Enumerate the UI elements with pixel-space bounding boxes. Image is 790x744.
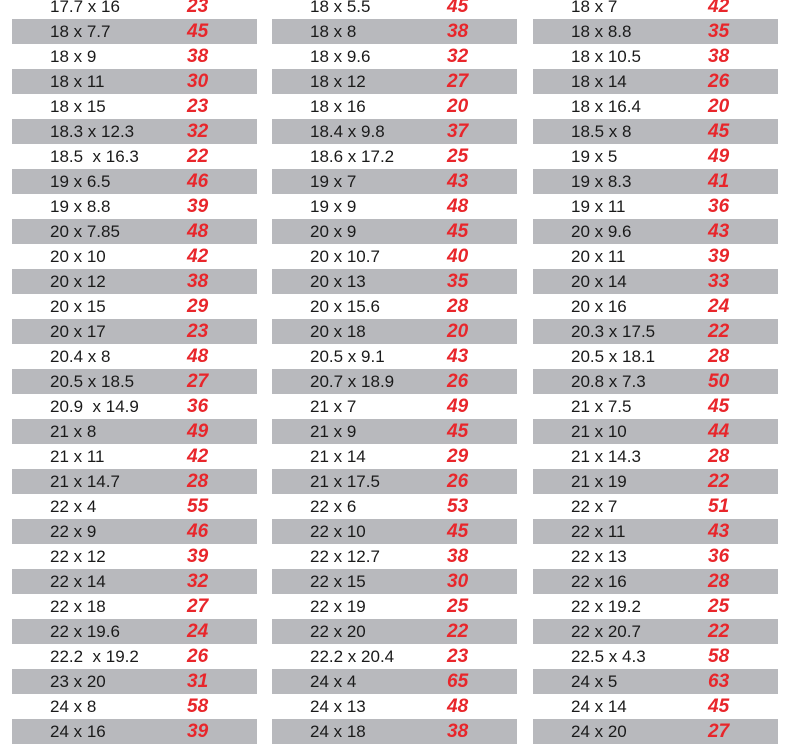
size-value: 39 xyxy=(187,721,209,742)
size-label: 22 x 7 xyxy=(571,497,618,516)
size-label: 21 x 7 xyxy=(310,397,357,416)
size-label: 20.4 x 8 xyxy=(50,347,111,366)
size-value: 45 xyxy=(447,0,469,17)
size-value: 22 xyxy=(187,146,209,167)
table-row xyxy=(12,69,257,94)
size-label: 20 x 7.85 xyxy=(50,222,120,241)
size-label: 24 x 20 xyxy=(571,722,627,741)
size-value: 58 xyxy=(187,696,209,717)
table-row xyxy=(533,244,778,269)
table-row xyxy=(12,369,257,394)
table-row xyxy=(272,469,517,494)
size-value: 55 xyxy=(187,496,209,517)
size-value: 43 xyxy=(447,346,469,367)
size-value: 36 xyxy=(708,546,730,567)
size-value: 28 xyxy=(447,296,469,317)
size-value: 45 xyxy=(708,696,730,717)
table-row xyxy=(12,169,257,194)
size-value: 43 xyxy=(708,521,730,542)
size-value: 22 xyxy=(447,621,469,642)
size-value: 42 xyxy=(708,0,730,17)
table-row xyxy=(533,544,778,569)
size-label: 21 x 11 xyxy=(50,447,105,466)
table-row xyxy=(533,44,778,69)
size-label: 21 x 9 xyxy=(310,422,357,441)
table-row xyxy=(12,269,257,294)
table-row xyxy=(12,219,257,244)
table-row xyxy=(272,419,517,444)
table-row xyxy=(533,194,778,219)
size-label: 20 x 13 xyxy=(310,272,366,291)
table-row xyxy=(272,344,517,369)
table-column-2 xyxy=(272,0,517,744)
size-value: 51 xyxy=(708,496,730,517)
size-value: 40 xyxy=(447,246,469,267)
size-value: 36 xyxy=(187,396,209,417)
table-row xyxy=(272,294,517,319)
size-value: 48 xyxy=(447,696,469,717)
table-row xyxy=(12,19,257,44)
table-row xyxy=(272,19,517,44)
table-row xyxy=(533,0,778,19)
table-row xyxy=(533,519,778,544)
table-row xyxy=(12,344,257,369)
size-label: 24 x 5 xyxy=(571,672,618,691)
size-label: 21 x 10 xyxy=(571,422,627,441)
size-value: 48 xyxy=(447,196,469,217)
size-label: 20 x 12 xyxy=(50,272,106,291)
size-value: 27 xyxy=(187,596,209,617)
size-label: 18 x 5.5 xyxy=(310,0,371,16)
size-label: 20.7 x 18.9 xyxy=(310,372,395,391)
size-label: 18 x 14 xyxy=(571,72,627,91)
size-label: 22 x 16 xyxy=(571,572,627,591)
size-label: 18 x 7.7 xyxy=(50,22,111,41)
size-label: 20 x 9.6 xyxy=(571,222,632,241)
table-row xyxy=(12,644,257,669)
table-row xyxy=(533,419,778,444)
size-label: 21 x 19 xyxy=(571,472,627,491)
size-value: 38 xyxy=(708,46,730,67)
size-label: 18 x 9 xyxy=(50,47,97,66)
size-value: 32 xyxy=(187,571,209,592)
table-row xyxy=(12,494,257,519)
size-label: 19 x 8.8 xyxy=(50,197,111,216)
table-row xyxy=(272,394,517,419)
size-value: 45 xyxy=(708,121,730,142)
table-row xyxy=(272,569,517,594)
table-row xyxy=(272,44,517,69)
size-label: 24 x 18 xyxy=(310,722,366,741)
size-label: 20.5 x 18.5 xyxy=(50,372,135,391)
size-value: 22 xyxy=(708,471,730,492)
table-row xyxy=(272,669,517,694)
size-value: 44 xyxy=(708,421,730,442)
size-label: 22 x 13 xyxy=(571,547,627,566)
table-row xyxy=(12,44,257,69)
size-value: 24 xyxy=(187,621,209,642)
size-value: 65 xyxy=(447,671,469,692)
table-row xyxy=(272,119,517,144)
size-label: 19 x 8.3 xyxy=(571,172,632,191)
table-row xyxy=(272,0,517,19)
table-row xyxy=(533,144,778,169)
size-value: 20 xyxy=(447,96,469,117)
size-label: 18 x 9.6 xyxy=(310,47,371,66)
size-value: 29 xyxy=(187,296,209,317)
size-value: 58 xyxy=(708,646,730,667)
size-label: 22 x 9 xyxy=(50,522,97,541)
table-row xyxy=(272,244,517,269)
size-value: 38 xyxy=(187,46,209,67)
size-label: 20 x 10.7 xyxy=(310,247,380,266)
size-label: 19 x 11 xyxy=(571,197,626,216)
size-value: 28 xyxy=(187,471,209,492)
size-value: 25 xyxy=(708,596,730,617)
size-value: 45 xyxy=(708,396,730,417)
size-value: 41 xyxy=(708,171,730,192)
size-label: 20 x 14 xyxy=(571,272,627,291)
table-row xyxy=(12,319,257,344)
table-row xyxy=(533,394,778,419)
size-label: 24 x 4 xyxy=(310,672,357,691)
table-row xyxy=(12,94,257,119)
size-label: 23 x 20 xyxy=(50,672,106,691)
size-value: 45 xyxy=(447,421,469,442)
table-row xyxy=(12,569,257,594)
size-value: 23 xyxy=(447,646,469,667)
size-label: 21 x 14.7 xyxy=(50,472,120,491)
table-row xyxy=(12,469,257,494)
size-label: 21 x 14.3 xyxy=(571,447,641,466)
table-row xyxy=(533,694,778,719)
size-label: 22 x 15 xyxy=(310,572,366,591)
size-value: 28 xyxy=(708,446,730,467)
table-row xyxy=(533,69,778,94)
size-label: 22.2 x 20.4 xyxy=(310,647,395,666)
size-value: 39 xyxy=(187,546,209,567)
table-row xyxy=(272,319,517,344)
size-value: 38 xyxy=(447,21,469,42)
size-label: 22 x 10 xyxy=(310,522,366,541)
size-value: 46 xyxy=(187,521,209,542)
table-row xyxy=(533,294,778,319)
size-value: 20 xyxy=(447,321,469,342)
size-label: 22 x 19 xyxy=(310,597,366,616)
size-value: 26 xyxy=(708,71,730,92)
size-value: 36 xyxy=(708,196,730,217)
size-value: 37 xyxy=(447,121,469,142)
size-value: 32 xyxy=(187,121,209,142)
table-row xyxy=(533,319,778,344)
table-row xyxy=(272,169,517,194)
table-row xyxy=(12,0,257,19)
size-label: 24 x 16 xyxy=(50,722,106,741)
table-row xyxy=(12,619,257,644)
size-value: 63 xyxy=(708,671,730,692)
size-label: 18 x 8 xyxy=(310,22,357,41)
size-label: 19 x 7 xyxy=(310,172,357,191)
size-label: 21 x 17.5 xyxy=(310,472,380,491)
size-label: 18.5 x 16.3 xyxy=(50,147,139,166)
size-label: 20.5 x 18.1 xyxy=(571,347,656,366)
size-label: 18.4 x 9.8 xyxy=(310,122,385,141)
size-label: 20 x 18 xyxy=(310,322,366,341)
size-label: 22 x 12.7 xyxy=(310,547,380,566)
size-label: 20 x 17 xyxy=(50,322,106,341)
size-label: 21 x 7.5 xyxy=(571,397,632,416)
table-row xyxy=(272,194,517,219)
size-value: 48 xyxy=(187,346,209,367)
table-row xyxy=(533,19,778,44)
size-value: 32 xyxy=(447,46,469,67)
size-label: 17.7 x 16 xyxy=(50,0,120,16)
size-value: 38 xyxy=(447,546,469,567)
size-value: 38 xyxy=(187,271,209,292)
size-value: 48 xyxy=(187,221,209,242)
size-value: 28 xyxy=(708,571,730,592)
table-row xyxy=(272,494,517,519)
table-row xyxy=(533,94,778,119)
table-row xyxy=(12,669,257,694)
table-row xyxy=(533,619,778,644)
table-row xyxy=(12,444,257,469)
size-label: 18 x 15 xyxy=(50,97,106,116)
table-row xyxy=(12,144,257,169)
table-row xyxy=(272,719,517,744)
size-value: 49 xyxy=(447,396,469,417)
size-value: 28 xyxy=(708,346,730,367)
size-value: 45 xyxy=(187,21,209,42)
table-row xyxy=(272,594,517,619)
table-row xyxy=(272,219,517,244)
table-row xyxy=(272,69,517,94)
table-row xyxy=(272,694,517,719)
table-row xyxy=(533,344,778,369)
size-value: 20 xyxy=(708,96,730,117)
table-row xyxy=(272,144,517,169)
table-row xyxy=(12,194,257,219)
size-label: 22 x 20 xyxy=(310,622,366,641)
size-value: 26 xyxy=(187,646,209,667)
size-label: 18 x 16 xyxy=(310,97,366,116)
size-label: 22 x 18 xyxy=(50,597,106,616)
size-value: 35 xyxy=(708,21,730,42)
size-label: 21 x 8 xyxy=(50,422,97,441)
table-row xyxy=(533,369,778,394)
table-row xyxy=(12,394,257,419)
size-value: 49 xyxy=(187,421,209,442)
size-label: 22 x 14 xyxy=(50,572,106,591)
size-label: 18.5 x 8 xyxy=(571,122,632,141)
table-row xyxy=(533,669,778,694)
table-row xyxy=(272,269,517,294)
size-label: 22 x 6 xyxy=(310,497,357,516)
table-row xyxy=(533,719,778,744)
size-value: 38 xyxy=(447,721,469,742)
table-row xyxy=(272,619,517,644)
table-row xyxy=(533,594,778,619)
size-value: 22 xyxy=(708,321,730,342)
size-label: 24 x 14 xyxy=(571,697,627,716)
size-label: 22 x 12 xyxy=(50,547,106,566)
size-label: 22.2 x 19.2 xyxy=(50,647,139,666)
table-row xyxy=(272,519,517,544)
size-value: 30 xyxy=(447,571,469,592)
table-row xyxy=(533,169,778,194)
size-value: 50 xyxy=(708,371,730,392)
table-column-1 xyxy=(12,0,257,744)
size-value: 23 xyxy=(187,0,209,17)
table-row xyxy=(12,544,257,569)
size-label: 20.9 x 14.9 xyxy=(50,397,139,416)
table-row xyxy=(12,519,257,544)
size-value: 23 xyxy=(187,321,209,342)
size-value: 39 xyxy=(187,196,209,217)
size-label: 22 x 19.6 xyxy=(50,622,120,641)
table-row xyxy=(272,94,517,119)
table-row xyxy=(533,444,778,469)
table-row xyxy=(12,119,257,144)
size-label: 19 x 5 xyxy=(571,147,618,166)
table-row xyxy=(12,719,257,744)
size-label: 22 x 20.7 xyxy=(571,622,641,641)
size-value: 43 xyxy=(447,171,469,192)
size-value: 45 xyxy=(447,221,469,242)
size-label: 19 x 6.5 xyxy=(50,172,111,191)
size-label: 19 x 9 xyxy=(310,197,357,216)
size-value: 46 xyxy=(187,171,209,192)
size-value: 27 xyxy=(447,71,469,92)
table-row xyxy=(272,644,517,669)
size-label: 20 x 16 xyxy=(571,297,627,316)
size-label: 18.3 x 12.3 xyxy=(50,122,135,141)
size-value: 26 xyxy=(447,371,469,392)
size-value: 42 xyxy=(187,446,209,467)
size-value: 25 xyxy=(447,146,469,167)
size-label: 20.8 x 7.3 xyxy=(571,372,646,391)
table-row xyxy=(12,594,257,619)
size-label: 20 x 15.6 xyxy=(310,297,380,316)
size-value: 29 xyxy=(447,446,469,467)
size-value: 30 xyxy=(187,71,209,92)
size-value: 45 xyxy=(447,521,469,542)
size-label: 20.3 x 17.5 xyxy=(571,322,656,341)
table-row xyxy=(12,244,257,269)
size-label: 18 x 11 xyxy=(50,72,105,91)
table-row xyxy=(533,269,778,294)
size-label: 21 x 14 xyxy=(310,447,366,466)
size-label: 18.6 x 17.2 xyxy=(310,147,395,166)
size-value: 35 xyxy=(447,271,469,292)
size-label: 18 x 12 xyxy=(310,72,366,91)
size-label: 22 x 11 xyxy=(571,522,626,541)
size-label: 20 x 10 xyxy=(50,247,106,266)
size-label: 20 x 11 xyxy=(571,247,626,266)
size-label: 18 x 16.4 xyxy=(571,97,641,116)
size-label: 22 x 4 xyxy=(50,497,97,516)
table-row xyxy=(533,119,778,144)
size-value: 27 xyxy=(708,721,730,742)
table-row xyxy=(12,419,257,444)
size-label: 24 x 13 xyxy=(310,697,366,716)
table-row xyxy=(12,294,257,319)
size-label: 18 x 7 xyxy=(571,0,618,16)
size-label: 22 x 19.2 xyxy=(571,597,641,616)
size-value: 53 xyxy=(447,496,469,517)
size-value: 25 xyxy=(447,596,469,617)
table-row xyxy=(533,494,778,519)
table-column-3 xyxy=(533,0,778,744)
size-label: 20.5 x 9.1 xyxy=(310,347,385,366)
table-row xyxy=(272,544,517,569)
table-row xyxy=(533,644,778,669)
size-label: 22.5 x 4.3 xyxy=(571,647,646,666)
size-label: 20 x 15 xyxy=(50,297,106,316)
table-row xyxy=(272,369,517,394)
size-label: 20 x 9 xyxy=(310,222,357,241)
size-value: 24 xyxy=(708,296,730,317)
size-value: 23 xyxy=(187,96,209,117)
size-value: 39 xyxy=(708,246,730,267)
size-value: 31 xyxy=(187,671,209,692)
table-row xyxy=(533,469,778,494)
size-value: 33 xyxy=(708,271,730,292)
size-value: 22 xyxy=(708,621,730,642)
size-label: 24 x 8 xyxy=(50,697,97,716)
size-value: 27 xyxy=(187,371,209,392)
size-value: 26 xyxy=(447,471,469,492)
size-label: 18 x 8.8 xyxy=(571,22,632,41)
table-row xyxy=(533,219,778,244)
size-label: 18 x 10.5 xyxy=(571,47,641,66)
size-value: 49 xyxy=(708,146,730,167)
table-row xyxy=(12,694,257,719)
table-row xyxy=(533,569,778,594)
size-value: 42 xyxy=(187,246,209,267)
size-value: 43 xyxy=(708,221,730,242)
table-row xyxy=(272,444,517,469)
